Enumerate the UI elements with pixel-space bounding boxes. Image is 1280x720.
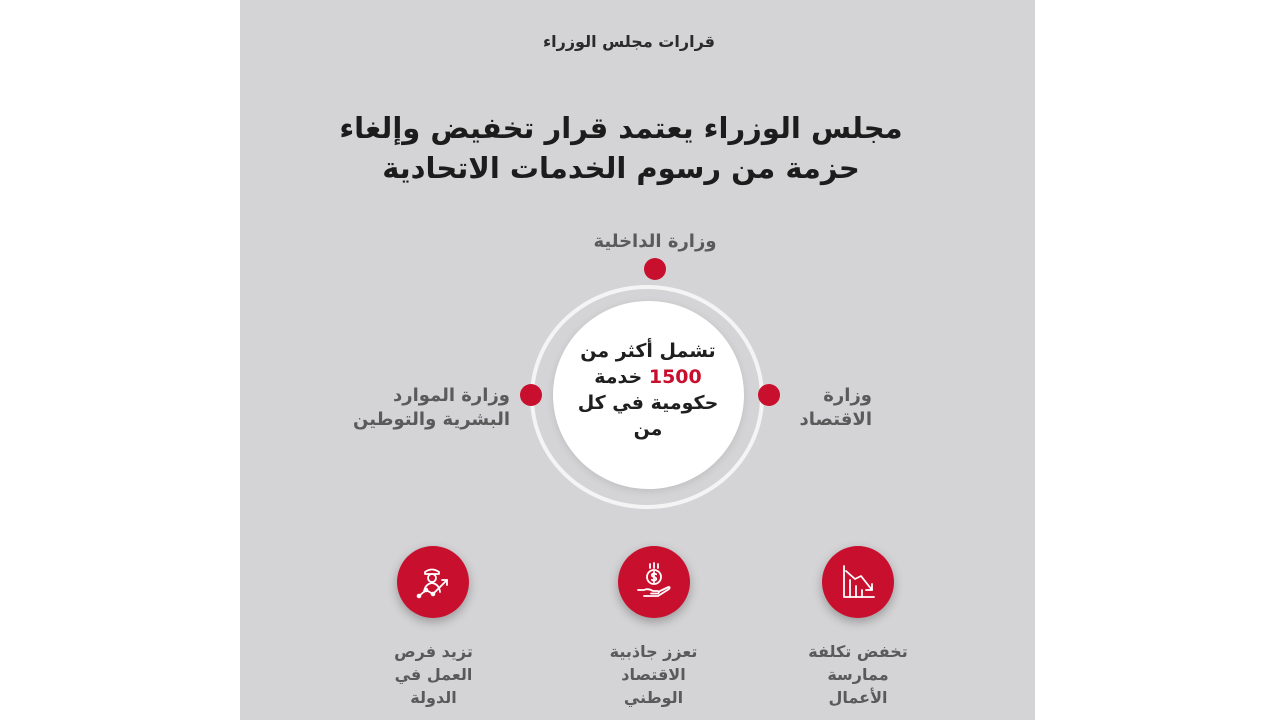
ministry-economy <box>782 384 872 432</box>
benefit-economy-line-2: الاقتصاد <box>621 665 686 684</box>
orbit-dot-right <box>758 384 780 406</box>
center-line-2 <box>563 364 733 390</box>
ministry-economy-line-1: وزارة <box>823 385 872 406</box>
benefit-economy-line-3: الوطني <box>623 688 684 707</box>
benefit-cost-line-3: الأعمال <box>828 688 888 707</box>
benefit-jobs-line-1: تزيد فرص <box>394 642 473 661</box>
benefit-jobs-line-3: الدولة <box>410 688 457 707</box>
worker-growth-icon <box>413 562 453 602</box>
title-line-1: مجلس الوزراء يعتمد قرار تخفيض وإلغاء <box>339 111 903 145</box>
benefit-economy-line-1: تعزز جاذبية <box>609 642 698 661</box>
center-line-3: حكومية في كل <box>577 392 719 414</box>
ministry-interior: وزارة الداخلية <box>593 231 717 252</box>
ministry-economy-line-2: الاقتصاد <box>799 409 872 430</box>
page-title <box>320 108 922 188</box>
center-line-2-suffix: خدمة <box>594 366 643 388</box>
chart-down-icon <box>838 562 878 602</box>
center-line-1: تشمل أكثر من <box>580 340 716 362</box>
orbit-dot-left <box>520 384 542 406</box>
benefit-jobs <box>376 640 491 709</box>
coin-hand-icon <box>634 562 674 602</box>
chart-down-badge <box>822 546 894 618</box>
orbit-dot-top <box>644 258 666 280</box>
benefit-cost <box>792 640 924 709</box>
center-summary <box>563 338 733 442</box>
benefit-economy <box>591 640 716 709</box>
benefit-jobs-line-2: العمل في <box>394 665 473 684</box>
ministry-hr-line-2: البشرية والتوطين <box>353 409 510 430</box>
title-line-2: حزمة من رسوم الخدمات الاتحادية <box>382 151 860 185</box>
ministry-human-resources <box>330 384 510 432</box>
center-line-4: من <box>633 418 663 440</box>
service-count: 1500 <box>648 366 702 388</box>
ministry-hr-line-1: وزارة الموارد <box>392 385 510 406</box>
benefit-cost-line-1: تخفض تكلفة <box>808 642 908 661</box>
coin-hand-badge <box>618 546 690 618</box>
section-label: قرارات مجلس الوزراء <box>542 32 715 51</box>
worker-growth-badge <box>397 546 469 618</box>
benefit-cost-line-2: ممارسة <box>827 665 889 684</box>
